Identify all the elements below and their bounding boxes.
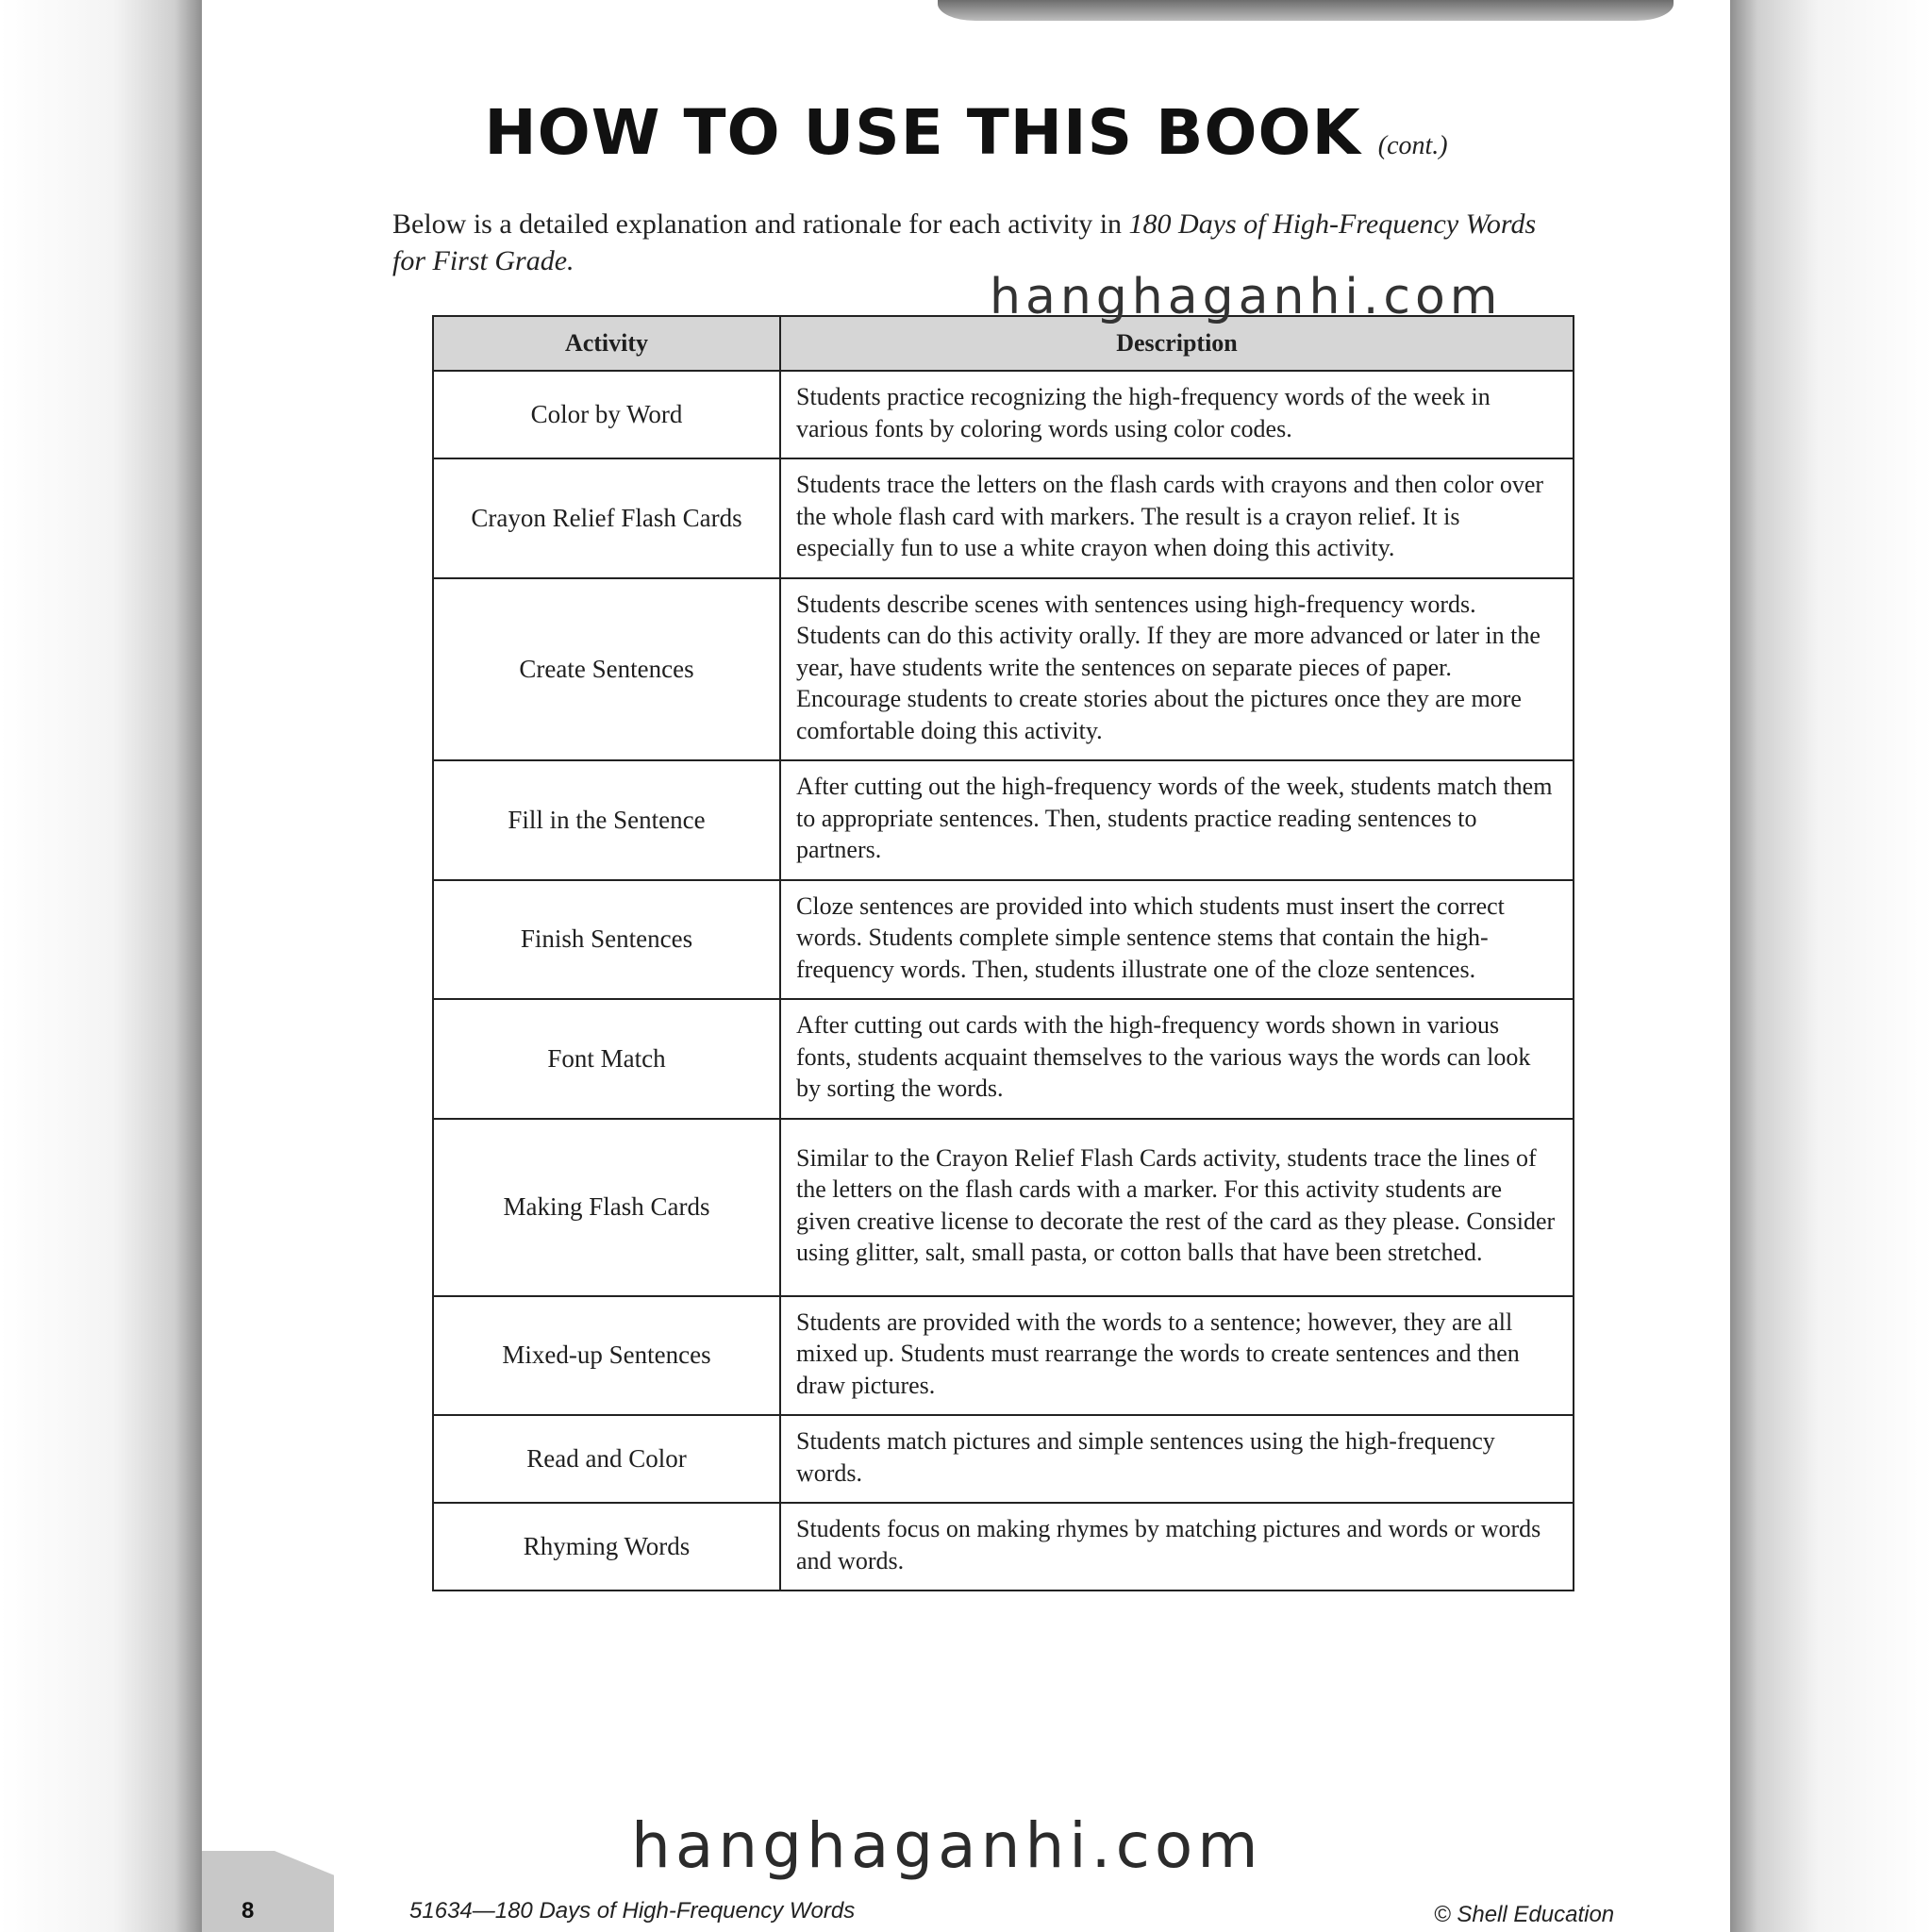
table-row <box>433 1415 1574 1503</box>
title-text: HOW TO USE THIS BOOK <box>484 96 1361 169</box>
description-cell: Students are provided with the words to a sentence; however, they are all mixed up. Students must rearrange the words to create sentences and then draw pictures. <box>780 1296 1574 1416</box>
footer-copyright: © Shell Education <box>1434 1902 1615 1927</box>
table-row <box>433 371 1574 458</box>
intro-book-title: 180 Days of High-Frequency Words for First Grade. <box>392 208 1537 276</box>
left-page-shadow <box>0 0 202 1932</box>
header-description: Description <box>780 316 1574 371</box>
description-cell: Students trace the letters on the flash cards with crayons and then color over the whole flash card with markers. The result is a crayon relief. It is especially fun to use a white crayon when doing this activity. <box>780 458 1574 578</box>
table-row <box>433 999 1574 1119</box>
watermark-bottom: hanghaganhi.com <box>631 1809 1263 1882</box>
activity-cell: Making Flash Cards <box>433 1119 780 1296</box>
description-cell: Cloze sentences are provided into which students must insert the correct words. Students complete simple sentence stems that contain the high-frequency words. Then, students illustrate one of the cloze sentences. <box>780 880 1574 1000</box>
activity-cell: Create Sentences <box>433 578 780 761</box>
activity-cell: Finish Sentences <box>433 880 780 1000</box>
description-cell: Students practice recognizing the high-frequency words of the week in various fonts by coloring words using color codes. <box>780 371 1574 458</box>
footer-product: 51634—180 Days of High-Frequency Words <box>409 1898 856 1924</box>
activity-cell: Mixed-up Sentences <box>433 1296 780 1416</box>
page-title <box>202 96 1730 169</box>
table-row <box>433 1119 1574 1296</box>
table-row <box>433 880 1574 1000</box>
activity-cell: Rhyming Words <box>433 1503 780 1591</box>
description-cell: Students focus on making rhymes by matching pictures and words or words and words. <box>780 1503 1574 1591</box>
table-row <box>433 760 1574 880</box>
description-cell: Students match pictures and simple sentences using the high-frequency words. <box>780 1415 1574 1503</box>
activity-cell: Color by Word <box>433 371 780 458</box>
description-cell: After cutting out the high-frequency words of the week, students match them to appropriate sentences. Then, students practice reading sentences to partners. <box>780 760 1574 880</box>
page-number: 8 <box>242 1898 255 1924</box>
page-number-tab <box>202 1851 334 1932</box>
intro-text: Below is a detailed explanation and rationale for each activity in <box>392 208 1129 240</box>
right-page-shadow <box>1730 0 1932 1932</box>
activity-cell: Read and Color <box>433 1415 780 1503</box>
activity-cell: Crayon Relief Flash Cards <box>433 458 780 578</box>
activity-cell: Font Match <box>433 999 780 1119</box>
table-row <box>433 578 1574 761</box>
description-cell: After cutting out cards with the high-frequency words shown in various fonts, students acquaint themselves to the various ways the words can look by sorting the words. <box>780 999 1574 1119</box>
watermark-top: hanghaganhi.com <box>990 269 1503 325</box>
table-row <box>433 1503 1574 1591</box>
top-decoration <box>938 0 1674 21</box>
table-row <box>433 1296 1574 1416</box>
book-page <box>202 0 1730 1932</box>
title-suffix: (cont.) <box>1377 131 1448 160</box>
header-activity: Activity <box>433 316 780 371</box>
description-cell: Students describe scenes with sentences using high-frequency words. Students can do this activity orally. If they are more advanced or later in the year, have students write the sentences on separate pieces of paper. Encourage students to create stories about the pictures once they are more comfortable doing this activity. <box>780 578 1574 761</box>
activities-table <box>432 315 1574 1591</box>
table-row <box>433 458 1574 578</box>
activity-cell: Fill in the Sentence <box>433 760 780 880</box>
description-cell: Similar to the Crayon Relief Flash Cards activity, students trace the lines of the letters on the flash cards with a marker. For this activity students are given creative license to decorate the rest of the card as they please. Consider using glitter, salt, small pasta, or cotton balls that have been stretched. <box>780 1119 1574 1296</box>
